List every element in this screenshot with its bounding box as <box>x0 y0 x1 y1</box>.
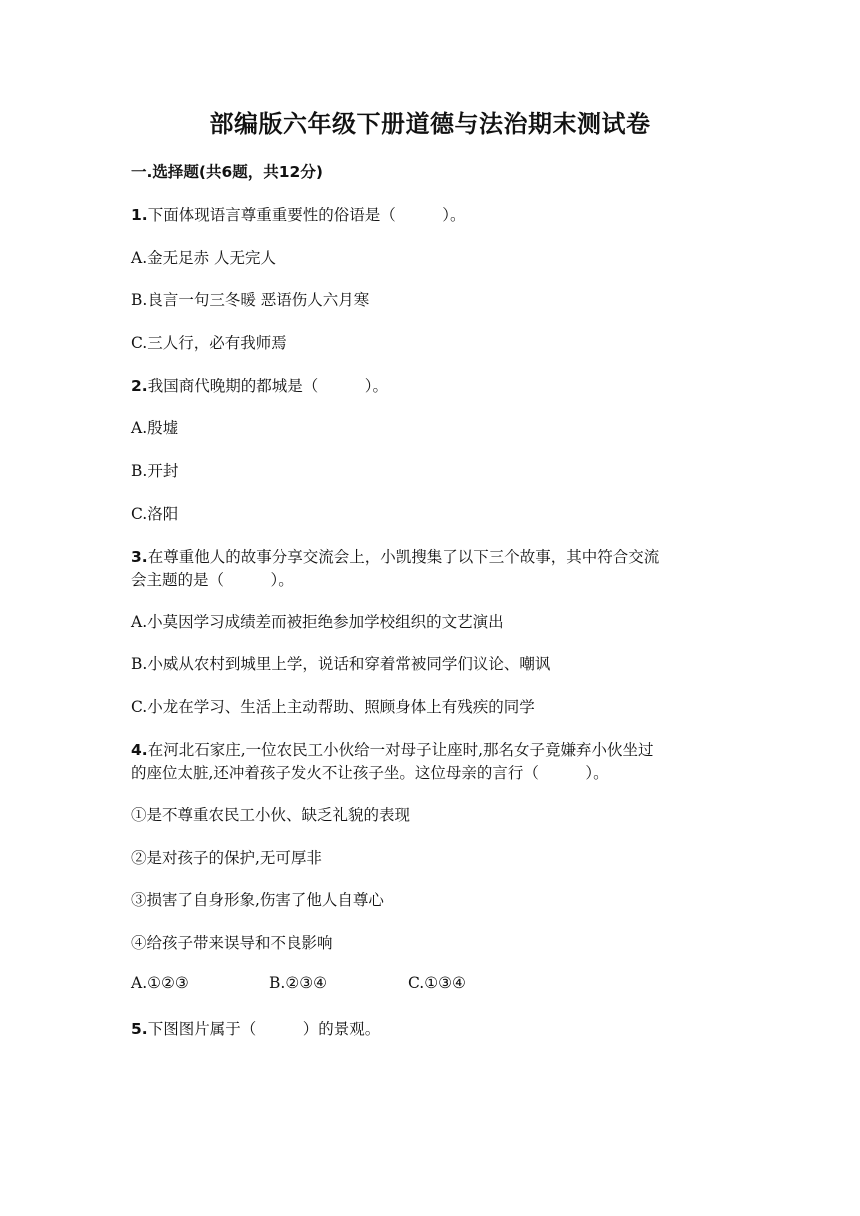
q4-statement-3: ③损害了自身形象,伤害了他人自尊心 <box>131 891 384 909</box>
q4-statement-2: ②是对孩子的保护,无可厚非 <box>131 849 322 867</box>
question-number: 1. <box>131 206 148 224</box>
q2-option-b: B.开封 <box>131 462 179 480</box>
q4-statement-4: ④给孩子带来误导和不良影响 <box>131 934 333 952</box>
question-text: 在尊重他人的故事分享交流会上，小凯搜集了以下三个故事，其中符合交流 <box>147 548 660 566</box>
q3-option-c: C.小龙在学习、生活上主动帮助、照顾身体上有残疾的同学 <box>131 698 535 716</box>
q1-option-b: B.良言一句三冬暖 恶语伤人六月寒 <box>131 291 370 309</box>
q3-option-b: B.小威从农村到城里上学，说话和穿着常被同学们议论、嘲讽 <box>131 655 551 673</box>
question-number: 4. <box>131 741 148 759</box>
question-number: 3. <box>131 548 148 566</box>
question-2 <box>131 374 388 396</box>
q1-option-a: A.金无足赤 人无完人 <box>131 249 277 267</box>
question-text: 下图图片属于（ ）的景观。 <box>147 1020 381 1038</box>
q4-option-a: A.①②③ <box>131 974 189 992</box>
question-text: 在河北石家庄,一位农民工小伙给一对母子让座时,那名女子竟嫌弃小伙坐过 <box>147 741 654 759</box>
q2-option-c: C.洛阳 <box>131 505 179 523</box>
q1-option-c: C.三人行，必有我师焉 <box>131 334 287 352</box>
question-text: 下面体现语言尊重重要性的俗语是（ ）。 <box>147 206 466 224</box>
question-number: 5. <box>131 1020 148 1038</box>
exam-title: 部编版六年级下册道德与法治期末测试卷 <box>209 110 651 138</box>
question-5 <box>131 1017 380 1039</box>
question-4 <box>131 738 654 760</box>
q4-option-b: B.②③④ <box>269 974 328 992</box>
q3-option-a: A.小莫因学习成绩差而被拒绝参加学校组织的文艺演出 <box>131 613 504 631</box>
question-3-line-2: 会主题的是（ ）。 <box>131 571 294 589</box>
question-4-line-2: 的座位太脏,还冲着孩子发火不让孩子坐。这位母亲的言行（ ）。 <box>131 764 609 782</box>
q4-option-c: C.①③④ <box>408 974 466 992</box>
section-heading: 一.选择题(共6题，共12分) <box>131 163 323 181</box>
q2-option-a: A.殷墟 <box>131 419 179 437</box>
question-text: 我国商代晚期的都城是（ ）。 <box>147 377 388 395</box>
q4-statement-1: ①是不尊重农民工小伙、缺乏礼貌的表现 <box>131 806 411 824</box>
question-1 <box>131 203 465 225</box>
question-3 <box>131 545 659 567</box>
question-number: 2. <box>131 377 148 395</box>
